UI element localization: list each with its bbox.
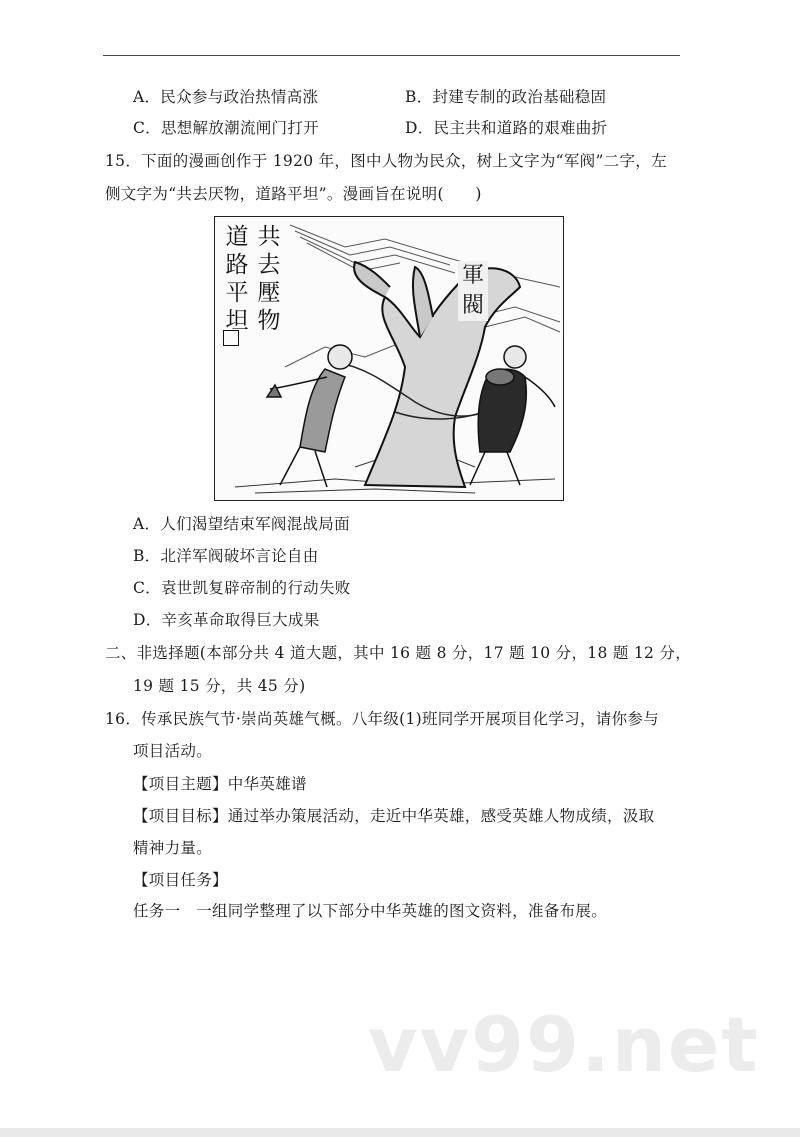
q16-project-theme: 【项目主题】中华英雄谱	[133, 775, 307, 793]
left-pulling-figure	[267, 345, 352, 487]
q14-option-b: B．封建专制的政治基础稳固	[405, 88, 607, 106]
tree-label-warlords: 軍閥	[458, 261, 488, 321]
cartoon-caption-col2: 道路平坦	[225, 224, 249, 334]
q14-option-d: D．民主共和道路的艰难曲折	[405, 119, 608, 137]
q15-option-c: C．袁世凯复辟帝制的行动失败	[133, 579, 351, 597]
q15-option-d: D．辛亥革命取得巨大成果	[133, 611, 320, 629]
q16-project-goal-line2: 精神力量。	[133, 839, 213, 857]
artist-seal	[223, 330, 239, 346]
watermark: vv99.net	[368, 1000, 760, 1089]
q16-project-goal-line1: 【项目目标】通过举办策展活动，走近中华英雄，感受英雄人物成绩，汲取	[133, 807, 655, 825]
q15-stem-line2: 侧文字为“共去厌物，道路平坦”。漫画旨在说明( )	[105, 185, 482, 203]
cartoon-caption-col1: 共去壓物	[257, 224, 281, 334]
q16-task-heading: 【项目任务】	[133, 871, 228, 889]
q15-stem-line1: 15．下面的漫画创作于 1920 年，图中人物为民众，树上文字为“军阀”二字，左	[105, 152, 667, 170]
q16-stem-line1: 16．传承民族气节·崇尚英雄气概。八年级(1)班同学开展项目化学习，请你参与	[105, 710, 660, 728]
q16-task1: 任务一 一组同学整理了以下部分中华英雄的图文资料，准备布展。	[133, 902, 608, 920]
section2-heading-line2: 19 题 15 分，共 45 分)	[133, 677, 306, 695]
section2-heading-line1: 二、非选择题(本部分共 4 道大题，其中 16 题 8 分，17 题 10 分，18 题 12 分，	[105, 644, 692, 662]
q15-option-a: A．人们渴望结束军阀混战局面	[133, 515, 350, 533]
q14-option-c: C．思想解放潮流闸门打开	[133, 119, 319, 137]
q15-option-b: B．北洋军阀破坏言论自由	[133, 547, 319, 565]
header-rule	[103, 55, 680, 56]
q14-option-a: A．民众参与政治热情高涨	[133, 88, 319, 106]
cartoon-image	[214, 216, 564, 501]
q16-stem-line2: 项目活动。	[133, 742, 213, 760]
right-pulling-figure	[470, 346, 555, 485]
page-bottom-edge	[0, 1128, 800, 1137]
